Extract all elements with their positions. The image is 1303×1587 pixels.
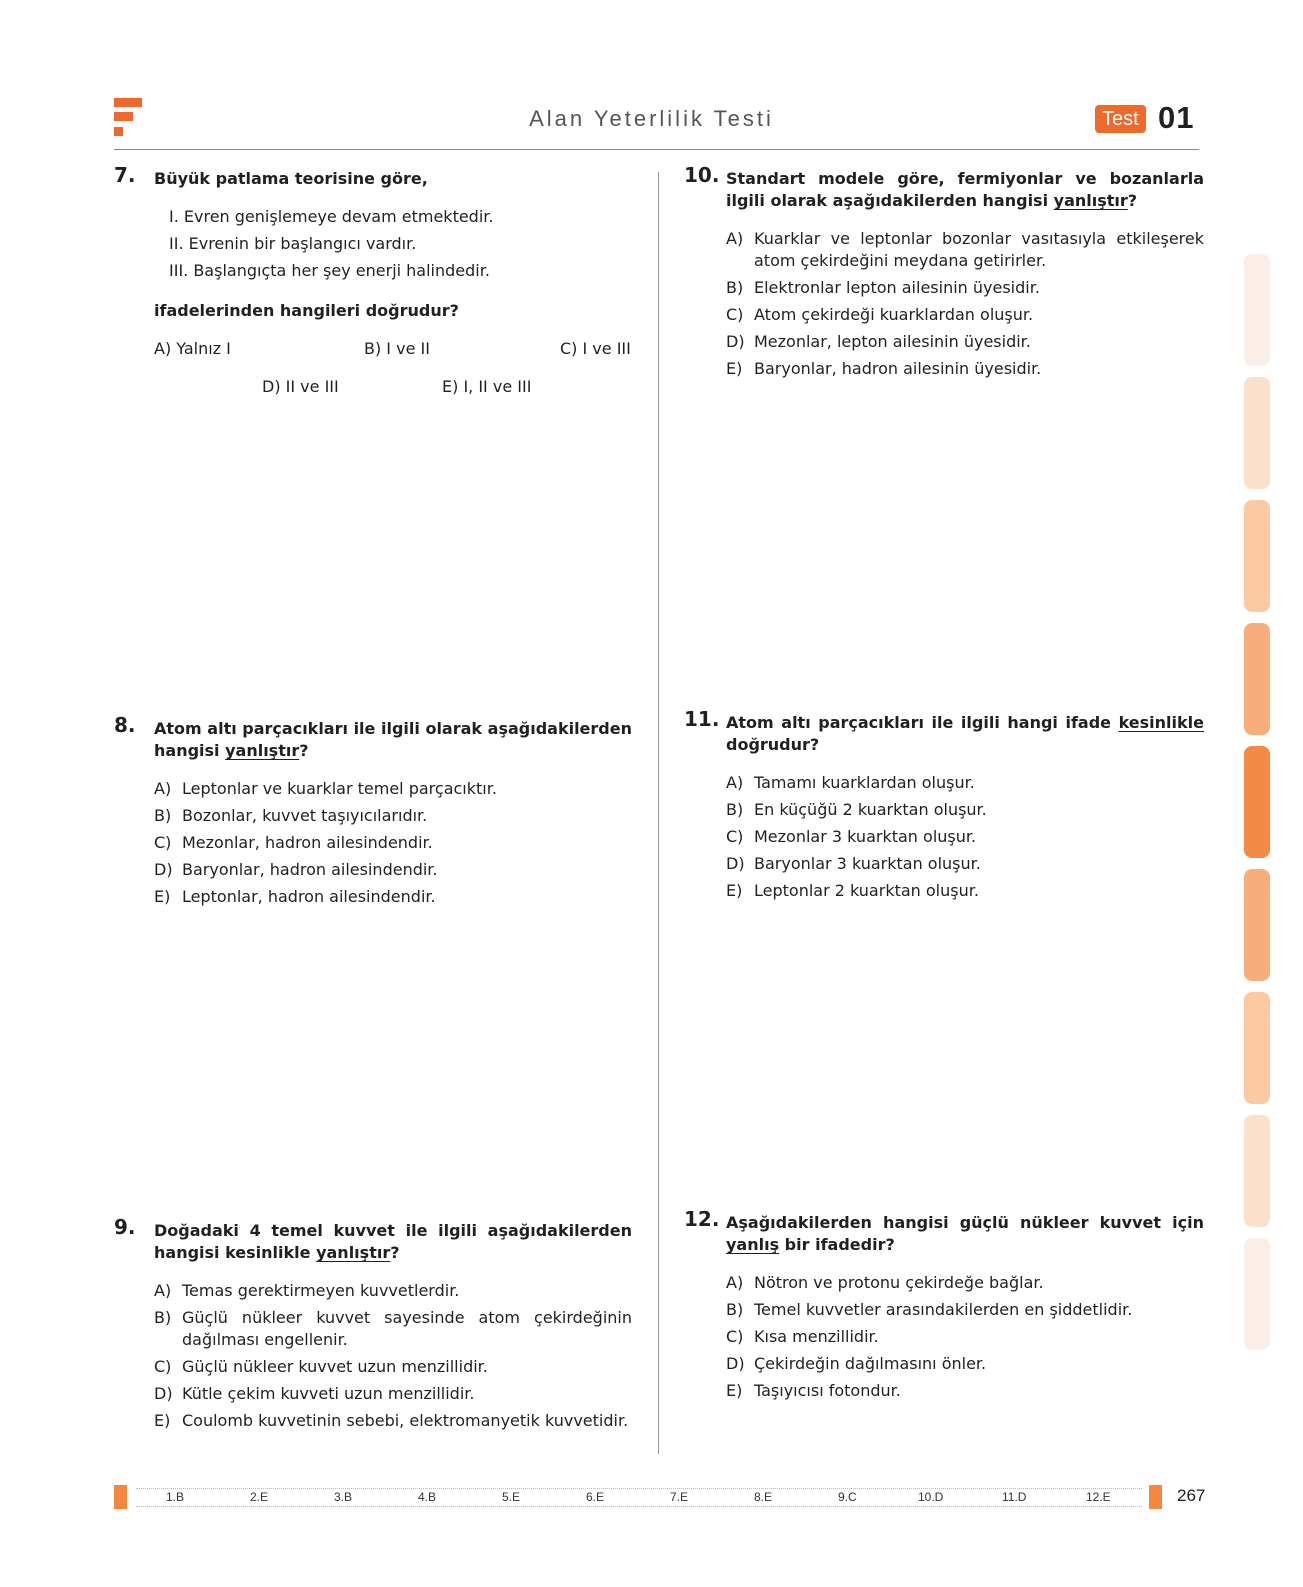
answer-key-item: 4.B [418,1490,437,1504]
question-stem: Atom altı parçacıkları ile ilgili hangi ifade kesinlikle doğrudur? [726,713,1204,754]
option-a[interactable]: A) Kuarklar ve leptonlar bozonlar vasıtasıyla etkileşerek atom çekirdeğini meydana getirirler. [726,229,1204,270]
emphasis-underline: yanlıştır [1053,191,1128,210]
option-c[interactable]: C) I ve III [560,339,631,358]
question-stem: Atom altı parçacıkları ile ilgili olarak aşağıdakilerden hangisi yanlıştır? [154,719,632,760]
question-stem: Doğadaki 4 temel kuvvet ile ilgili aşağıdakilerden hangisi kesinlikle yanlıştır? [154,1221,632,1262]
answer-key-item: 9.C [838,1490,857,1504]
question-12 [684,1207,1204,1407]
page-title: Alan Yeterlilik Testi [529,106,774,131]
emphasis-underline: kesinlikle [1118,713,1204,732]
chapter-tab [1244,500,1270,612]
answer-key-item: 6.E [586,1490,605,1504]
emphasis-underline: yanlıştır [225,741,300,760]
option-d[interactable]: D) Baryonlar, hadron ailesindendir. [154,860,438,879]
option-e[interactable]: E) Baryonlar, hadron ailesinin üyesidir. [726,359,1042,378]
option-c[interactable]: C) Mezonlar 3 kuarktan oluşur. [726,827,977,846]
option-b[interactable]: B) Bozonlar, kuvvet taşıyıcılarıdır. [154,806,428,825]
test-number: 01 [1158,100,1195,135]
statement-i: I. Evren genişlemeye devam etmektedir. [169,207,494,226]
option-d[interactable]: D) II ve III [262,377,339,396]
option-a[interactable]: A) Nötron ve protonu çekirdeğe bağlar. [726,1273,1044,1292]
question-stem-closing: ifadelerinden hangileri doğrudur? [154,301,459,320]
option-d[interactable]: D) Mezonlar, lepton ailesinin üyesidir. [726,332,1031,351]
chapter-tab [1244,1238,1270,1350]
header-rule [114,149,1199,150]
chapter-tab [1244,623,1270,735]
option-e[interactable]: E) Coulomb kuvvetinin sebebi, elektromanyetik kuvvetidir. [154,1411,629,1430]
option-a[interactable]: A) Leptonlar ve kuarklar temel parçacıktır. [154,779,497,798]
chapter-tab [1244,254,1270,366]
option-e[interactable]: E) Leptonlar 2 kuarktan oluşur. [726,881,979,900]
emphasis-underline: yanlış [726,1235,780,1254]
option-b[interactable]: B) Temel kuvvetler arasındakilerden en şiddetlidir. [726,1300,1133,1319]
question-number: 9. [114,1215,136,1239]
answer-key-item: 8.E [754,1490,773,1504]
question-9 [114,1215,632,1437]
question-number: 7. [114,163,136,187]
option-a[interactable]: A) Tamamı kuarklardan oluşur. [726,773,975,792]
question-7 [114,163,632,408]
chapter-tab [1244,1115,1270,1227]
option-d[interactable]: D) Baryonlar 3 kuarktan oluşur. [726,854,981,873]
question-number: 10. [684,163,720,187]
answer-key-strip [136,1488,1142,1507]
option-b[interactable]: B) En küçüğü 2 kuarktan oluşur. [726,800,987,819]
option-c[interactable]: C) Güçlü nükleer kuvvet uzun menzillidir. [154,1357,488,1376]
page-number: 267 [1177,1486,1206,1505]
statement-ii: II. Evrenin bir başlangıcı vardır. [169,234,417,253]
column-divider [658,172,659,1454]
option-c[interactable]: C) Mezonlar, hadron ailesindendir. [154,833,433,852]
question-number: 11. [684,707,720,731]
question-number: 12. [684,1207,720,1231]
answer-key-item: 10.D [918,1490,944,1504]
answer-key-item: 11.D [1002,1490,1027,1504]
question-stem: Büyük patlama teorisine göre, [154,169,428,188]
question-8 [114,713,632,913]
answer-key-item: 5.E [502,1490,521,1504]
option-c[interactable]: C) Atom çekirdeği kuarklardan oluşur. [726,305,1034,324]
answer-key-item: 3.B [334,1490,353,1504]
option-b[interactable]: B) Güçlü nükleer kuvvet sayesinde atom çekirdeğinin dağılması engellenir. [154,1308,632,1349]
question-stem: Standart modele göre, fermiyonlar ve bozanlarla ilgili olarak aşağıdakilerden hangisi yanlıştır? [726,169,1204,210]
question-stem: Aşağıdakilerden hangisi güçlü nükleer kuvvet için yanlış bir ifadedir? [726,1213,1204,1254]
question-10 [684,163,1204,385]
option-e[interactable]: E) Leptonlar, hadron ailesindendir. [154,887,436,906]
option-a[interactable]: A) Yalnız I [154,339,231,358]
answer-key-bar [114,1485,1162,1509]
option-a[interactable]: A) Temas gerektirmeyen kuvvetlerdir. [154,1281,460,1300]
option-c[interactable]: C) Kısa menzillidir. [726,1327,879,1346]
option-b[interactable]: B) Elektronlar lepton ailesinin üyesidir. [726,278,1040,297]
question-11 [684,707,1204,907]
test-label-badge: Test [1095,105,1146,133]
option-d[interactable]: D) Çekirdeğin dağılmasını önler. [726,1354,987,1373]
answer-key-item: 2.E [250,1490,269,1504]
chapter-tab [1244,869,1270,981]
emphasis-underline: yanlıştır [316,1243,391,1262]
option-d[interactable]: D) Kütle çekim kuvveti uzun menzillidir. [154,1384,475,1403]
answer-key-item: 1.B [166,1490,185,1504]
chapter-tab [1244,992,1270,1104]
answer-bar-left-mark [114,1485,127,1509]
chapter-tab-active [1244,746,1270,858]
answer-bar-right-mark [1149,1485,1162,1509]
statement-iii: III. Başlangıçta her şey enerji halindedir. [169,261,490,280]
answer-key-item: 12.E [1086,1490,1111,1504]
option-e[interactable]: E) I, II ve III [442,377,532,396]
question-number: 8. [114,713,136,737]
chapter-tab [1244,377,1270,489]
option-grid [154,338,632,408]
option-e[interactable]: E) Taşıyıcısı fotondur. [726,1381,901,1400]
answer-key-item: 7.E [670,1490,689,1504]
option-b[interactable]: B) I ve II [364,339,430,358]
